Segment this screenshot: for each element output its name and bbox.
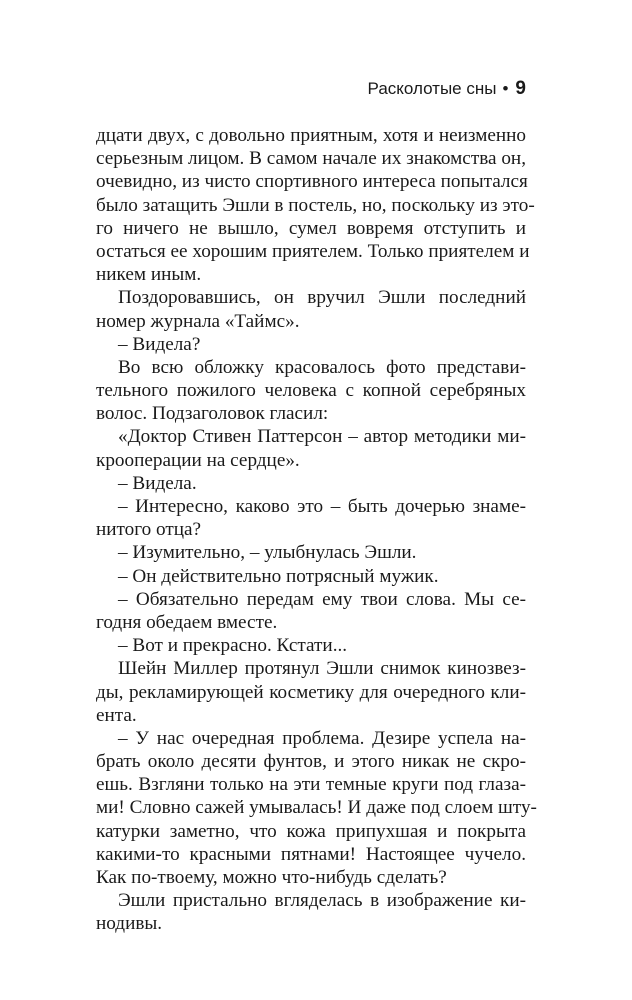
text-line: Шейн Миллер протянул Эшли снимок кинозвез- <box>118 658 526 680</box>
page-number: 9 <box>515 78 526 99</box>
text-line: серьезным лицом. В самом начале их знакомства он, <box>96 148 526 170</box>
text-line: какими-то красными пятнами! Настоящее чучело. <box>96 843 526 865</box>
text-line: – Вот и прекрасно. Кстати... <box>118 635 348 657</box>
running-head <box>368 78 526 100</box>
text-line: ешь. Взгляни только на эти темные круги под глаза- <box>96 774 526 796</box>
text-line: Во всю обложку красовалось фото представи- <box>118 356 526 378</box>
text-line: ми! Словно сажей умывалась! И даже под слоем шту- <box>96 797 537 819</box>
text-line: тельного пожилого человека с копной серебряных <box>96 380 526 402</box>
text-line: нодивы. <box>96 913 163 935</box>
text-line: ента. <box>96 704 137 726</box>
text-line: – Интересно, каково это – быть дочерью знаме- <box>118 496 526 517</box>
text-line: – У нас очередная проблема. Дезире успела на- <box>118 727 526 749</box>
text-line: дцати двух, с довольно приятным, хотя и неизменно <box>96 125 526 146</box>
text-line: катурки заметно, что кожа припухшая и покрыта <box>96 820 526 842</box>
text-line: остаться ее хорошим приятелем. Только приятелем и <box>96 240 530 262</box>
text-line: никем иным. <box>96 264 202 286</box>
body-text <box>96 124 537 936</box>
header-separator: • <box>502 79 509 98</box>
text-line: Как по-твоему, можно что-нибудь сделать? <box>96 867 447 888</box>
text-line: номер журнала «Таймс». <box>96 310 300 332</box>
text-line: – Изумительно, – улыбнулась Эшли. <box>118 542 417 564</box>
text-line: Поздоровавшись, он вручил Эшли последний <box>118 287 526 309</box>
text-line: волос. Подзаголовок гласил: <box>96 403 329 425</box>
text-line: – Обязательно передам ему твои слова. Мы се- <box>118 588 526 610</box>
text-line: крооперации на сердце». <box>96 449 300 471</box>
text-line: – Он действительно потрясный мужик. <box>118 565 439 587</box>
text-line: «Доктор Стивен Паттерсон – автор методики ми- <box>118 426 526 448</box>
text-line: очевидно, из чисто спортивного интереса попытался <box>96 171 528 193</box>
book-title: Расколотые сны <box>367 79 497 98</box>
text-line: – Видела. <box>118 472 197 494</box>
text-line: го ничего не вышло, сумел вовремя отступить и <box>96 217 526 239</box>
text-line: нитого отца? <box>96 519 202 541</box>
text-line: ды, рекламирующей косметику для очередного кли- <box>96 681 526 703</box>
text-line: брать около десяти фунтов, и этого никак не скро- <box>96 751 526 773</box>
text-line: годня обедаем вместе. <box>96 611 278 633</box>
text-line: Эшли пристально вгляделась в изображение ки- <box>118 890 526 912</box>
text-line: было затащить Эшли в постель, но, поскольку из это- <box>96 194 535 216</box>
text-line: – Видела? <box>118 333 201 355</box>
